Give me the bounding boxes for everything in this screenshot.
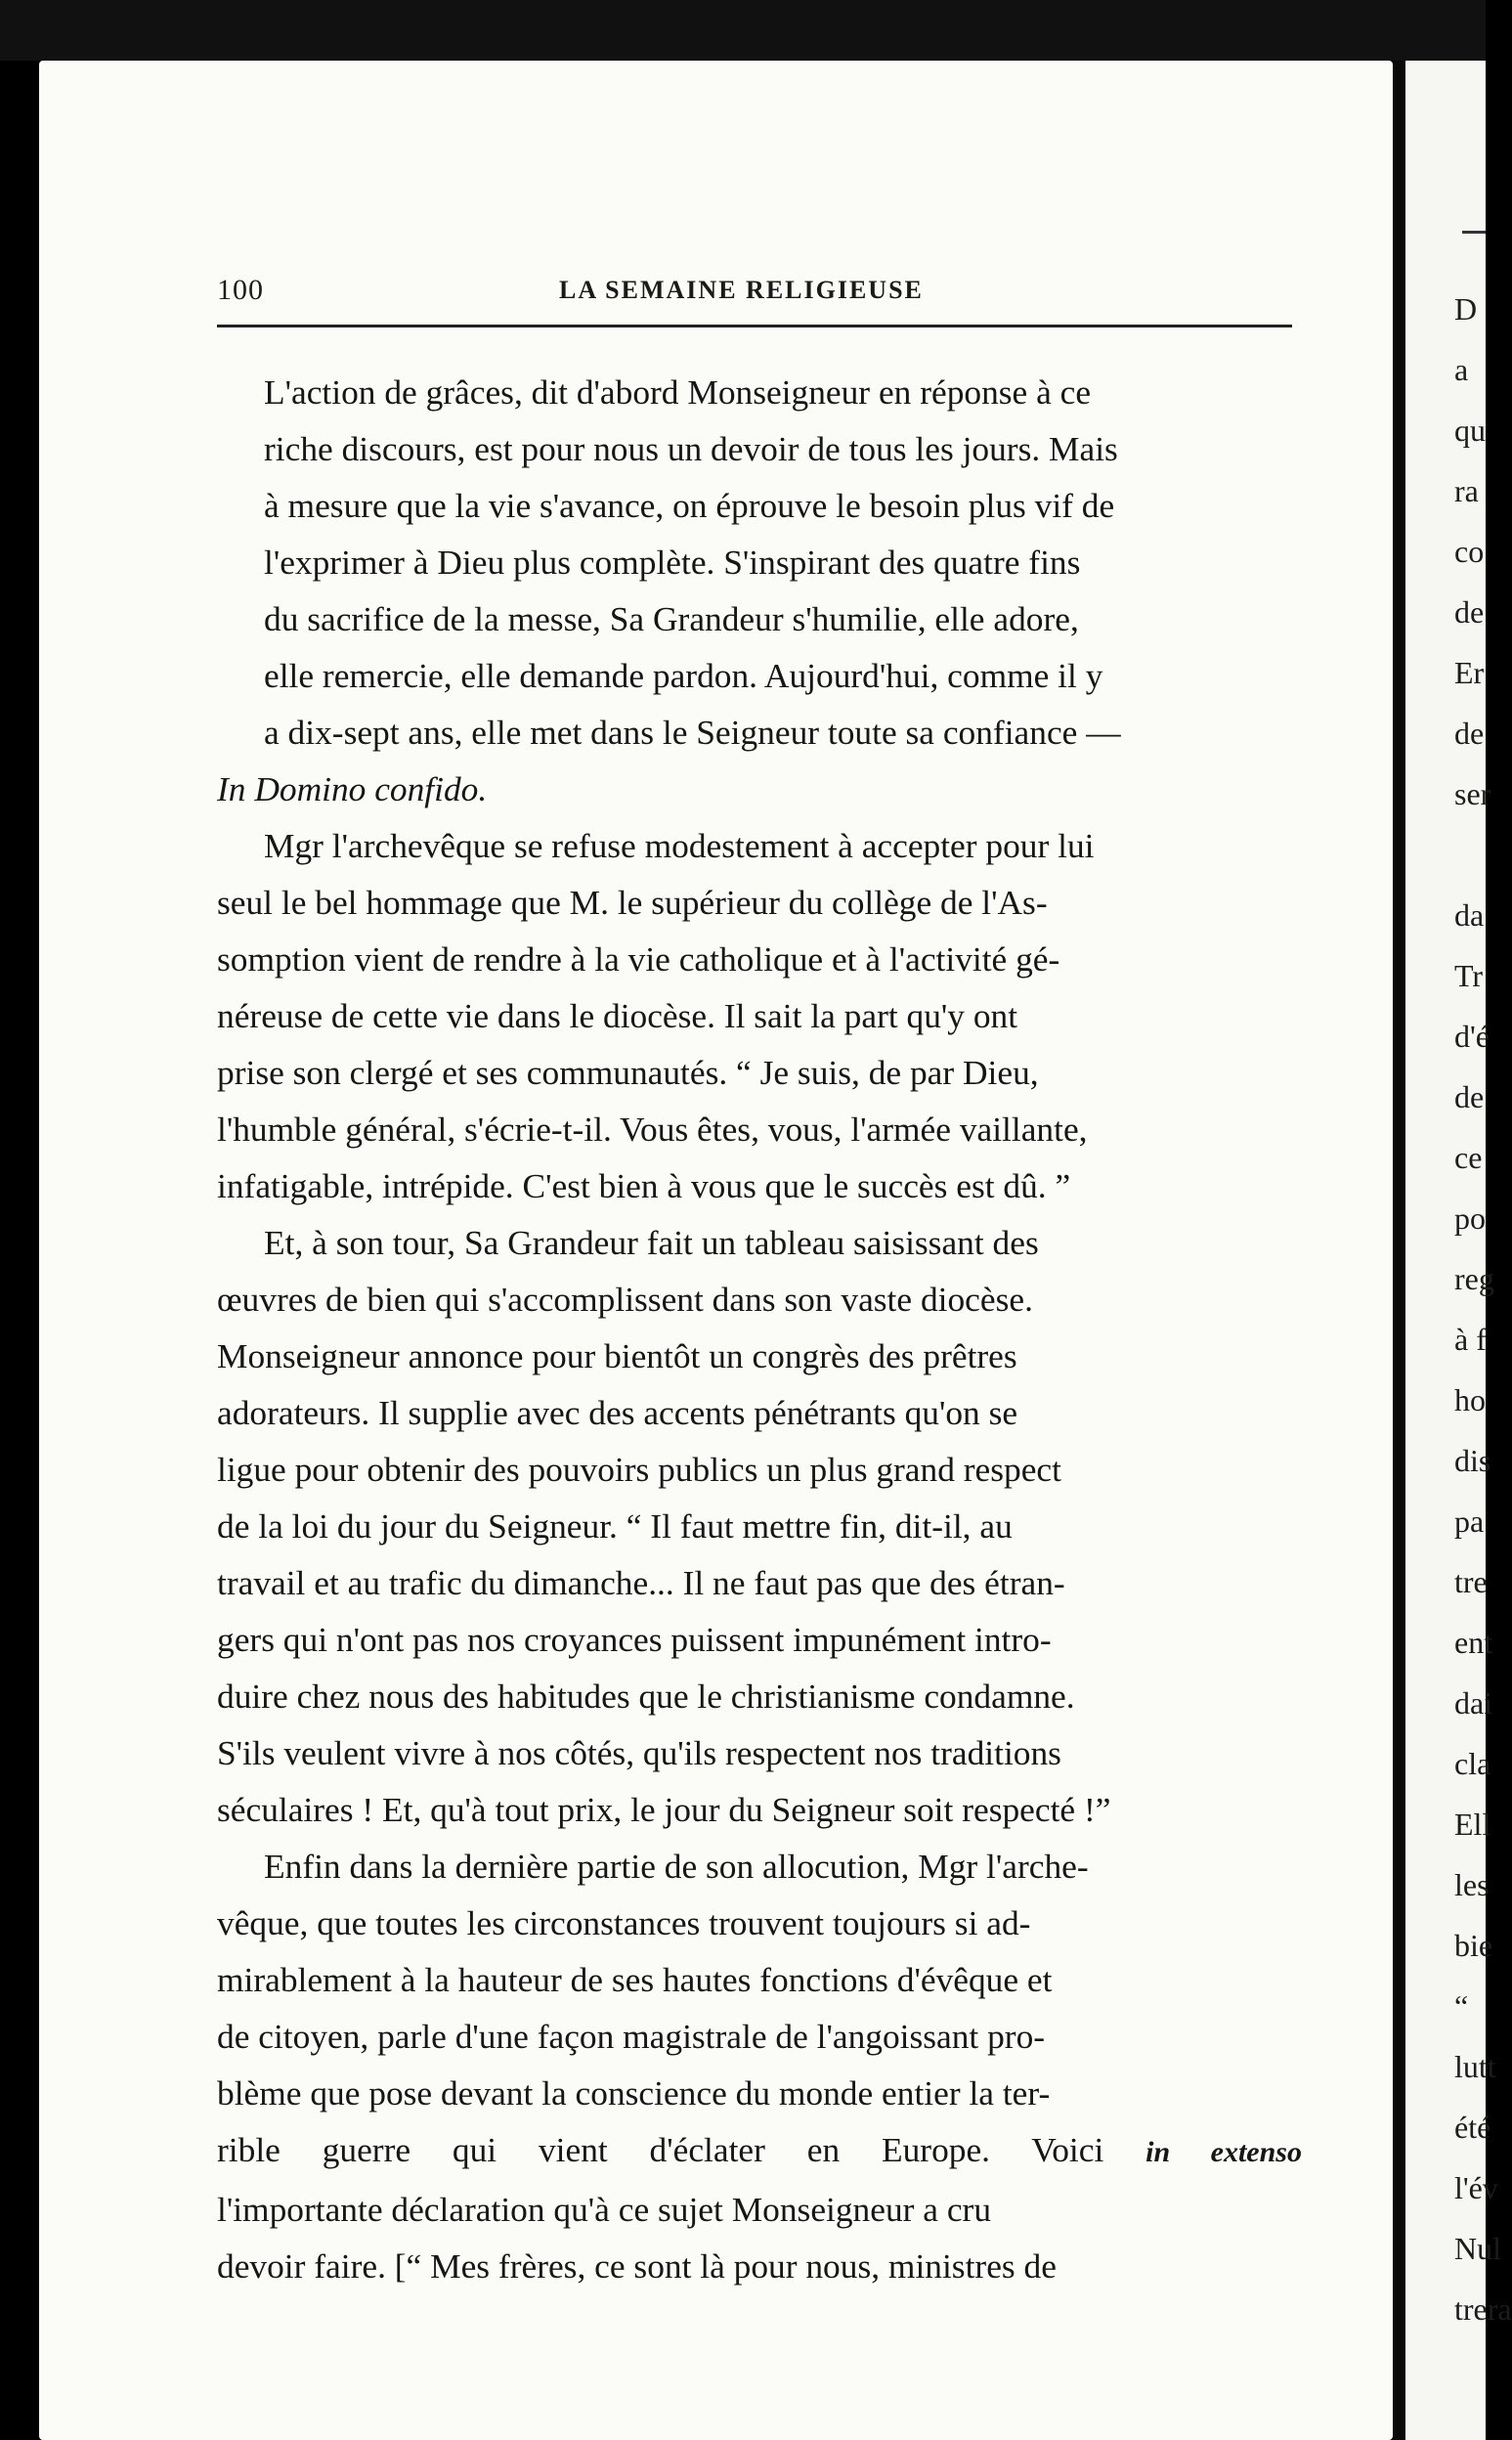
- text-line: a dix-sept ans, elle met dans le Seigneur toute sa confiance —: [264, 713, 1121, 752]
- book-gutter: [1393, 61, 1405, 2440]
- fragment: de: [1454, 594, 1485, 630]
- fragment: Er: [1454, 655, 1485, 690]
- fragment: cla: [1454, 1746, 1491, 1781]
- text-line: vêque, que toutes les circonstances trouvent toujours si ad-: [217, 1903, 1031, 1942]
- text-line: œuvres de bien qui s'accomplissent dans son vaste diocèse.: [217, 1280, 1033, 1319]
- text-line: infatigable, intrépide. C'est bien à vous que le succès est dû. ”: [217, 1166, 1071, 1205]
- text-line: blème que pose devant la conscience du monde entier la ter-: [217, 2073, 1051, 2113]
- fragment: “: [1454, 1988, 1469, 2024]
- fragment: à f: [1454, 1322, 1487, 1357]
- article-body: [217, 364, 1302, 2294]
- fragment: co: [1454, 534, 1485, 569]
- text-line: riche discours, est pour nous un devoir de tous les jours. Mais: [264, 429, 1118, 468]
- fragment: ser: [1454, 776, 1491, 811]
- fragment: les: [1454, 1867, 1490, 1902]
- facing-page-fragments: [1454, 279, 1512, 2339]
- text-line-start: rible guerre qui vient d'éclater en Europe. Voici: [217, 2130, 1104, 2169]
- paragraph-4: [217, 1838, 1302, 2294]
- text-line: gers qui n'ont pas nos croyances puissent impunément intro-: [217, 1620, 1052, 1659]
- text-line: L'action de grâces, dit d'abord Monseigneur en réponse à ce: [264, 372, 1092, 412]
- fragment: ce: [1454, 1140, 1483, 1175]
- running-head: [217, 270, 1292, 319]
- fragment: l'év: [1454, 2170, 1498, 2205]
- fragment: a: [1454, 352, 1469, 387]
- text-line: séculaires ! Et, qu'à tout prix, le jour du Seigneur soit respecté !”: [217, 1790, 1111, 1829]
- fragment: ho: [1454, 1382, 1486, 1417]
- fragment: Ell: [1454, 1807, 1491, 1842]
- text-line: du sacrifice de la messe, Sa Grandeur s'humilie, elle adore,: [264, 599, 1079, 638]
- text-line: prise son clergé et ses communautés. “ Je suis, de par Dieu,: [217, 1053, 1039, 1092]
- fragment: dai: [1454, 1685, 1493, 1721]
- paragraph-1: [217, 364, 1302, 817]
- text-line: duire chez nous des habitudes que le christianisme condamne.: [217, 1677, 1075, 1716]
- fragment: d'é: [1454, 1019, 1490, 1054]
- text-line: ligue pour obtenir des pouvoirs publics un plus grand respect: [217, 1450, 1061, 1489]
- motto: In Domino confido.: [217, 769, 488, 808]
- text-line: somption vient de rendre à la vie catholique et à l'activité gé-: [217, 939, 1060, 979]
- scan-border-top: [0, 0, 1486, 61]
- text-line: [217, 2121, 1302, 2181]
- fragment: de: [1454, 1079, 1485, 1114]
- text-line: Monseigneur annonce pour bientôt un congrès des prêtres: [217, 1336, 1017, 1375]
- text-line: Mgr l'archevêque se refuse modestement à accepter pour lui: [264, 826, 1095, 865]
- fragment: été: [1454, 2110, 1491, 2145]
- fragment: po: [1454, 1200, 1486, 1236]
- text-line: devoir faire. [“ Mes frères, ce sont là pour nous, ministres de: [217, 2246, 1057, 2286]
- facing-page-rule: [1462, 231, 1486, 234]
- text-line: l'exprimer à Dieu plus complète. S'inspirant des quatre fins: [264, 543, 1081, 582]
- fragment: da: [1454, 897, 1485, 933]
- paragraph-3: [217, 1214, 1302, 1838]
- text-line: néreuse de cette vie dans le diocèse. Il sait la part qu'y ont: [217, 996, 1018, 1035]
- fragment: lutt: [1454, 2049, 1496, 2084]
- fragment: trera: [1454, 2291, 1512, 2327]
- text-line: Enfin dans la dernière partie de son allocution, Mgr l'arche-: [264, 1847, 1089, 1886]
- text-line: travail et au trafic du dimanche... Il ne faut pas que des étran-: [217, 1563, 1065, 1602]
- fragment-gap: [1454, 824, 1493, 885]
- fragment: pa: [1454, 1503, 1485, 1539]
- header-rule: [217, 325, 1292, 327]
- fragment: Nul: [1454, 2231, 1501, 2266]
- text-line: elle remercie, elle demande pardon. Aujourd'hui, comme il y: [264, 656, 1103, 695]
- paragraph-2: [217, 817, 1302, 1214]
- text-line: adorateurs. Il supplie avec des accents pénétrants qu'on se: [217, 1393, 1018, 1432]
- page-number: 100: [217, 274, 264, 306]
- fragment: ra: [1454, 473, 1479, 508]
- fragment: Tr: [1454, 958, 1484, 993]
- text-line: l'importante déclaration qu'à ce sujet Monseigneur a cru: [217, 2190, 992, 2229]
- text-line: seul le bel hommage que M. le supérieur du collège de l'As-: [217, 883, 1048, 922]
- text-line: de citoyen, parle d'une façon magistrale de l'angoissant pro-: [217, 2017, 1046, 2056]
- in-extenso: in extenso: [1145, 2136, 1302, 2168]
- fragment: qu: [1454, 413, 1486, 448]
- fragment: de: [1454, 716, 1485, 751]
- text-line: à mesure que la vie s'avance, on éprouve le besoin plus vif de: [264, 486, 1115, 525]
- fragment: tre: [1454, 1564, 1488, 1599]
- fragment: D: [1454, 291, 1478, 327]
- fragment: ent: [1454, 1625, 1493, 1660]
- text-line: mirablement à la hauteur de ses hautes fonctions d'évêque et: [217, 1960, 1053, 1999]
- fragment: dis: [1454, 1443, 1491, 1478]
- text-line: de la loi du jour du Seigneur. “ Il faut mettre fin, dit-il, au: [217, 1506, 1013, 1546]
- running-title: LA SEMAINE RELIGIEUSE: [559, 276, 924, 304]
- text-line: [217, 761, 1302, 817]
- text-line: l'humble général, s'écrie-t-il. Vous êtes, vous, l'armée vaillante,: [217, 1110, 1088, 1149]
- fragment: reg: [1454, 1261, 1494, 1296]
- text-line: S'ils veulent vivre à nos côtés, qu'ils respectent nos traditions: [217, 1733, 1061, 1772]
- text-line: Et, à son tour, Sa Grandeur fait un tableau saisissant des: [264, 1223, 1039, 1262]
- fragment: bie: [1454, 1928, 1493, 1963]
